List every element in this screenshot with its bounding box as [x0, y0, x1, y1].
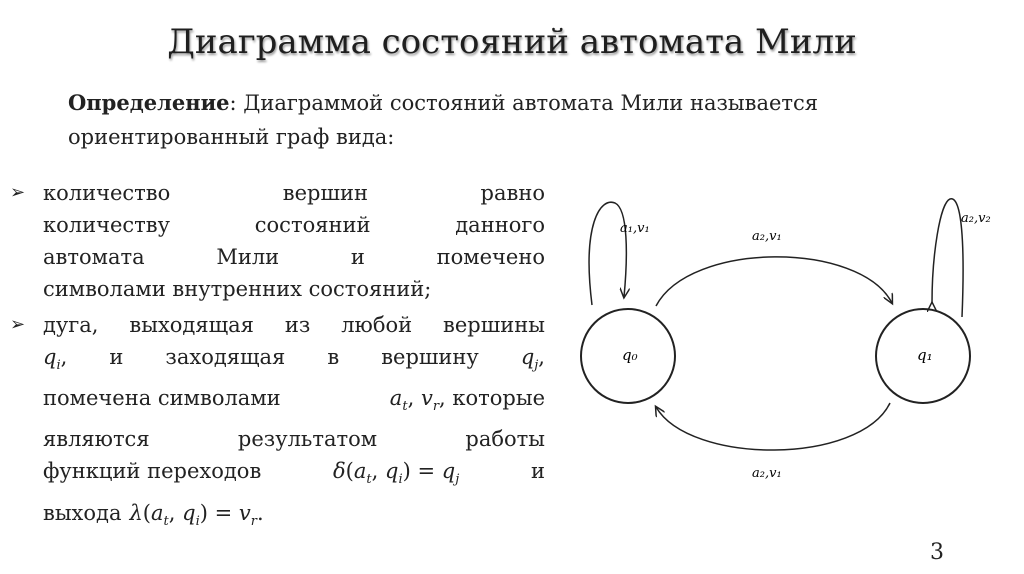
math-index: t [366, 472, 372, 488]
bullet-1-line-1 [43, 177, 545, 209]
math-symbol: q [182, 500, 196, 525]
math-index: i [398, 472, 403, 488]
arc-top-label: a₂,v₁ [752, 229, 782, 244]
word: в [327, 345, 340, 369]
word: , которые [439, 386, 545, 411]
loop-q1-label: a₂,v₂ [961, 211, 991, 226]
word: являются [43, 427, 150, 452]
math-index: j [455, 472, 460, 488]
math-index: r [250, 513, 257, 529]
math-symbol: q [385, 459, 399, 484]
math-symbol: a [151, 500, 164, 525]
math-symbol: v [420, 386, 433, 411]
loop-q0-label: a₁,v₁ [620, 221, 650, 236]
bullet-1-line-2 [43, 209, 545, 241]
word: и [350, 245, 365, 269]
punct: , [407, 386, 415, 411]
bullet-2-line-3 [43, 382, 545, 423]
math-symbol: q [43, 345, 57, 369]
bullet-list [10, 177, 545, 538]
math-symbol: δ [333, 459, 346, 484]
definition [68, 86, 998, 154]
page-number: 3 [930, 540, 944, 565]
word: автомата [43, 245, 145, 269]
math-symbol: v [238, 500, 251, 525]
bullet-2-line-2 [43, 341, 545, 382]
word: дуга, [43, 313, 99, 337]
word: функций переходов [43, 459, 262, 484]
word: вершину [381, 345, 479, 369]
math-lambda: $\lambda(a_t$, $q_i) = v_r$. [129, 500, 264, 529]
arc-q1-to-q0 [656, 403, 890, 450]
word: работы [465, 427, 545, 452]
math-qi [43, 341, 67, 382]
math-index: i [195, 513, 200, 529]
bullet-2-line-4 [43, 423, 545, 455]
word: состояний [254, 213, 371, 237]
word: равно [480, 181, 545, 205]
math-index: j [534, 358, 539, 374]
bullet-item-2 [10, 309, 545, 538]
word: данного [455, 213, 545, 237]
arc-q0-to-q1 [656, 257, 892, 306]
bullet-1-line-3 [43, 241, 545, 273]
math-delta: $\delta(a_t$, $q_i) = q_j$ [333, 459, 460, 488]
math-symbol: λ [129, 500, 143, 525]
math-symbol: a [353, 459, 367, 484]
word: помечено [436, 245, 545, 269]
math-index: t [402, 399, 408, 415]
bullet-item-1 [10, 177, 545, 305]
math-symbol: q [441, 459, 456, 484]
punct: , [60, 345, 68, 369]
bullet-1-line-4: символами внутренних состояний; [43, 277, 432, 301]
bullet-2-line-1 [43, 309, 545, 341]
definition-line-1 [68, 86, 998, 120]
math-index: r [432, 399, 440, 415]
word: выхода [43, 500, 122, 525]
math-index: t [163, 513, 169, 529]
word: и [531, 459, 545, 484]
loop-q1-arrow [932, 199, 963, 317]
word: любой [341, 313, 413, 337]
definition-text-1: Диаграммой состояний автомата Мили называется [236, 91, 819, 115]
arrow-bullet-icon: ➢ [10, 182, 26, 203]
math-at-vr [390, 382, 545, 423]
bullet-2-line-5 [43, 455, 545, 496]
definition-term: Определение [68, 90, 230, 115]
word: заходящая [165, 345, 286, 369]
arc-bottom-label: a₂,v₁ [752, 466, 782, 481]
word: вершин [282, 181, 369, 205]
math-qj: $q_j$, [520, 345, 545, 374]
word: помечена символами [43, 386, 281, 411]
word: результатом [237, 427, 378, 452]
word: из [284, 313, 311, 337]
definition-text-2: ориентированный граф вида: [68, 125, 395, 149]
state-q1-label: q₁ [917, 346, 933, 364]
word: выходящая [129, 313, 254, 337]
math-symbol: q [520, 345, 535, 369]
state-q0-label: q₀ [622, 346, 638, 364]
math-index: i [56, 358, 61, 374]
math-symbol: a [389, 386, 403, 411]
arrow-bullet-icon: ➢ [10, 314, 26, 335]
word: количество [43, 181, 171, 205]
slide-title: Диаграмма состояний автомата Мили [167, 22, 857, 62]
loop-q0-arrow [589, 202, 626, 305]
state-diagram [560, 185, 1000, 505]
word: и [109, 345, 124, 369]
word: Мили [216, 245, 280, 269]
word: вершины [443, 313, 545, 337]
definition-colon: : [229, 91, 237, 115]
bullet-2-line-6 [43, 497, 545, 538]
word: количеству [43, 213, 170, 237]
